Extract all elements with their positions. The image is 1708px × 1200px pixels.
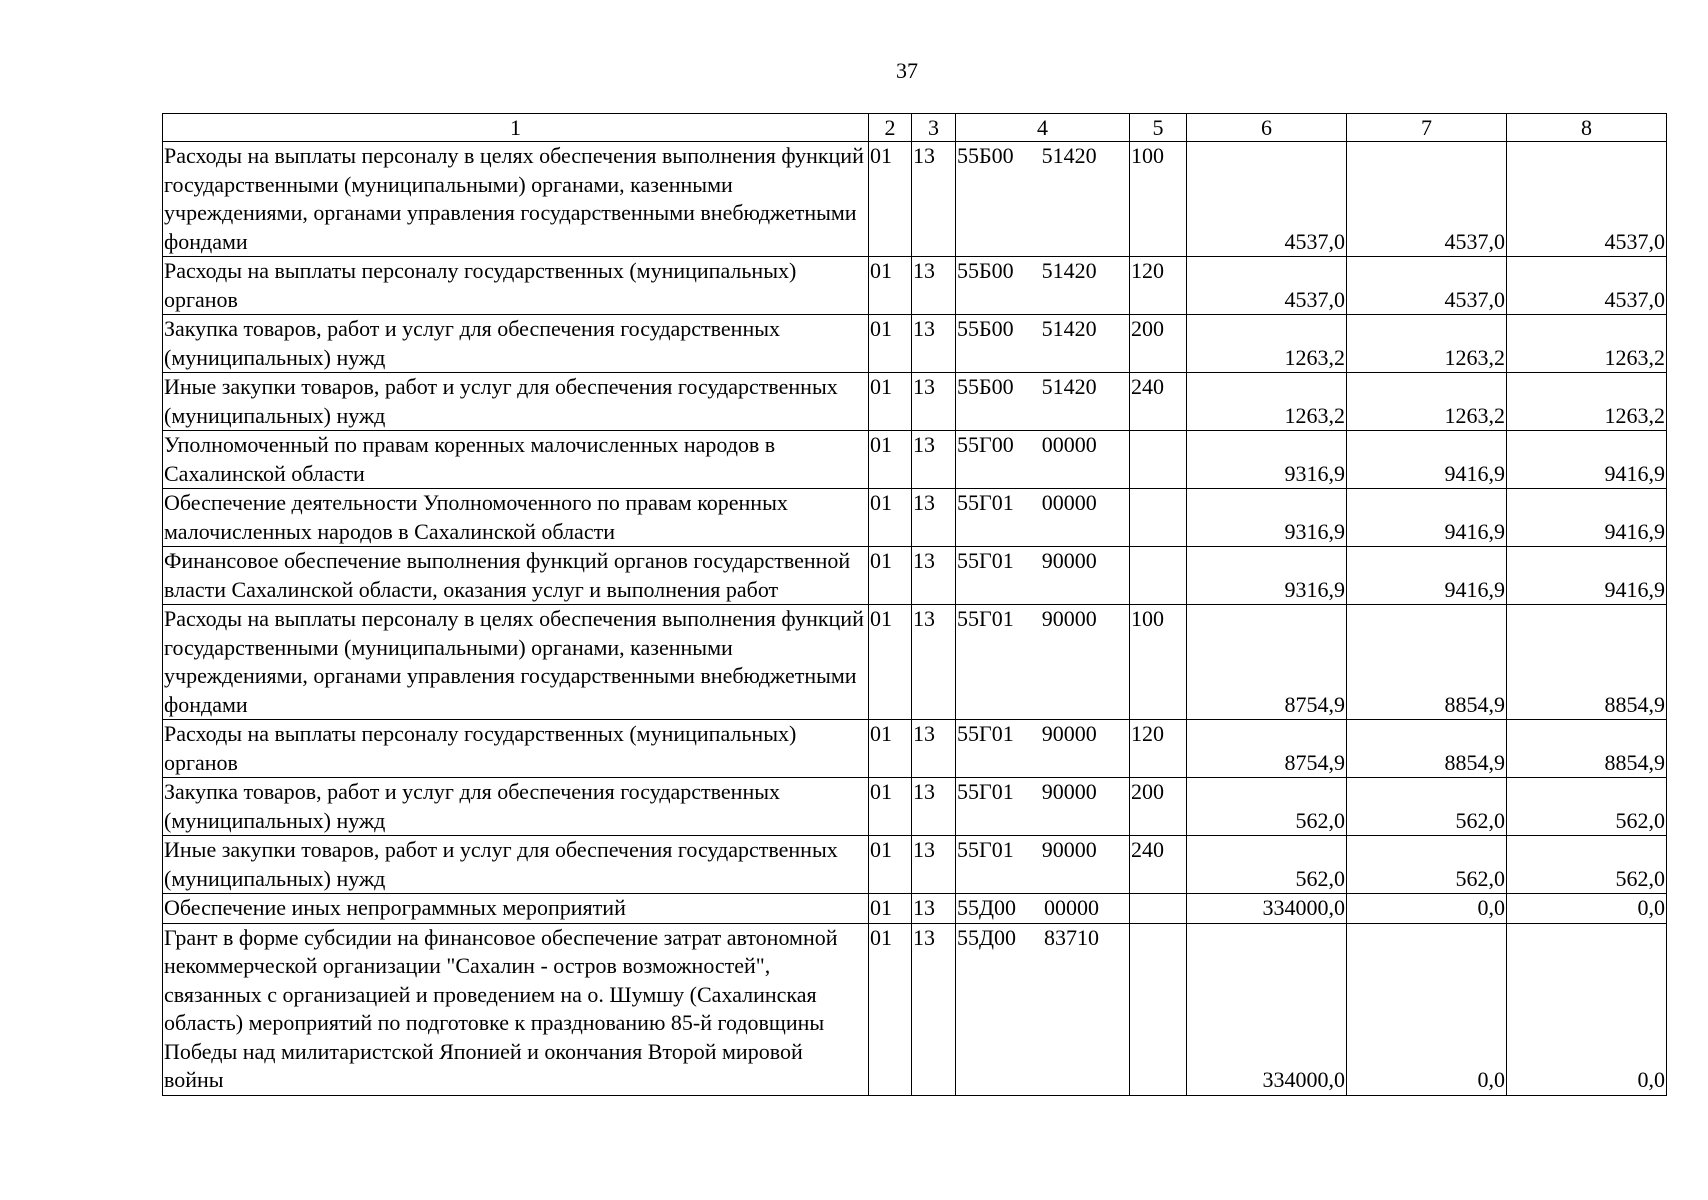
row-section-code: 01 (869, 720, 912, 778)
header-cell-2: 2 (869, 114, 912, 142)
header-cell-8: 8 (1507, 114, 1667, 142)
target-article-part-1: 55Г01 (957, 548, 1014, 573)
header-cell-1: 1 (163, 114, 869, 142)
row-subsection-code: 13 (912, 778, 956, 836)
row-section-code: 01 (869, 489, 912, 547)
row-description: Грант в форме субсидии на финансовое обеспечение затрат автономной некоммерческой организации "Сахалин - остров возможностей", связанных с организацией и проведением на о. Шумшу (Сахалинская область) мероприятий по подготовке к празднованию 85-й годовщины Победы над милитаристской Японией и окончания Второй мировой войны (163, 923, 869, 1095)
row-amount-col8: 8854,9 (1507, 720, 1667, 778)
row-subsection-code: 13 (912, 142, 956, 257)
table-row (163, 257, 1667, 315)
table-row (163, 142, 1667, 257)
page-number: 37 (896, 58, 918, 83)
row-amount-col8: 4537,0 (1507, 257, 1667, 315)
row-amount-col6: 334000,0 (1187, 894, 1347, 924)
row-amount-col7: 9416,9 (1347, 431, 1507, 489)
row-subsection-code: 13 (912, 547, 956, 605)
row-amount-col8: 4537,0 (1507, 142, 1667, 257)
row-subsection-code: 13 (912, 720, 956, 778)
target-article-part-2: 83710 (1044, 924, 1100, 950)
row-amount-col7: 1263,2 (1347, 373, 1507, 431)
row-section-code: 01 (869, 836, 912, 894)
row-amount-col7: 0,0 (1347, 923, 1507, 1095)
row-amount-col6: 562,0 (1187, 836, 1347, 894)
row-section-code: 01 (869, 894, 912, 924)
row-section-code: 01 (869, 142, 912, 257)
target-article-part-2: 90000 (1041, 837, 1097, 862)
row-target-article (956, 489, 1130, 547)
row-amount-col8: 1263,2 (1507, 315, 1667, 373)
target-article-part-2: 51420 (1041, 143, 1097, 168)
row-target-article (956, 894, 1130, 924)
row-expense-type: 200 (1130, 315, 1187, 373)
row-section-code: 01 (869, 923, 912, 1095)
target-article-part-2: 00000 (1041, 490, 1097, 515)
row-amount-col6: 4537,0 (1187, 257, 1347, 315)
table-row (163, 894, 1667, 924)
target-article-part-2: 51420 (1041, 374, 1097, 399)
table-row (163, 923, 1667, 1095)
row-section-code: 01 (869, 257, 912, 315)
target-article-part-1: 55Г01 (957, 779, 1014, 804)
row-target-article (956, 431, 1130, 489)
row-amount-col8: 9416,9 (1507, 489, 1667, 547)
target-article-part-2: 00000 (1044, 895, 1100, 920)
row-description: Уполномоченный по правам коренных малочисленных народов в Сахалинской области (163, 431, 869, 489)
row-subsection-code: 13 (912, 605, 956, 720)
row-amount-col6: 1263,2 (1187, 315, 1347, 373)
row-amount-col7: 0,0 (1347, 894, 1507, 924)
row-amount-col8: 8854,9 (1507, 605, 1667, 720)
row-subsection-code: 13 (912, 894, 956, 924)
row-description: Расходы на выплаты персоналу государственных (муниципальных) органов (163, 720, 869, 778)
target-article-part-2: 51420 (1041, 258, 1097, 283)
header-cell-3: 3 (912, 114, 956, 142)
table-row (163, 431, 1667, 489)
target-article-part-1: 55Б00 (957, 374, 1014, 399)
row-expense-type (1130, 547, 1187, 605)
row-amount-col6: 9316,9 (1187, 489, 1347, 547)
table-row (163, 373, 1667, 431)
target-article-part-1: 55Б00 (957, 316, 1014, 341)
row-expense-type (1130, 489, 1187, 547)
target-article-part-1: 55Г01 (957, 721, 1014, 746)
row-description: Расходы на выплаты персоналу в целях обеспечения выполнения функций государственными (муниципальными) органами, казенными учреждениями, органами управления государственными внебюджетными фондами (163, 142, 869, 257)
row-expense-type: 120 (1130, 257, 1187, 315)
table-row (163, 547, 1667, 605)
row-amount-col7: 8854,9 (1347, 605, 1507, 720)
row-description: Обеспечение деятельности Уполномоченного по правам коренных малочисленных народов в Сахалинской области (163, 489, 869, 547)
row-amount-col7: 1263,2 (1347, 315, 1507, 373)
row-amount-col7: 4537,0 (1347, 142, 1507, 257)
target-article-part-1: 55Б00 (957, 258, 1014, 283)
row-target-article (956, 836, 1130, 894)
row-amount-col7: 562,0 (1347, 836, 1507, 894)
row-amount-col7: 9416,9 (1347, 547, 1507, 605)
header-cell-7: 7 (1347, 114, 1507, 142)
table-row (163, 489, 1667, 547)
row-description: Расходы на выплаты персоналу в целях обеспечения выполнения функций государственными (муниципальными) органами, казенными учреждениями, органами управления государственными внебюджетными фондами (163, 605, 869, 720)
row-expense-type: 240 (1130, 836, 1187, 894)
row-amount-col8: 562,0 (1507, 836, 1667, 894)
table-row (163, 720, 1667, 778)
row-amount-col8: 1263,2 (1507, 373, 1667, 431)
row-amount-col6: 562,0 (1187, 778, 1347, 836)
target-article-part-2: 00000 (1041, 432, 1097, 457)
row-description: Финансовое обеспечение выполнения функций органов государственной власти Сахалинской области, оказания услуг и выполнения работ (163, 547, 869, 605)
row-subsection-code: 13 (912, 431, 956, 489)
row-description: Иные закупки товаров, работ и услуг для обеспечения государственных (муниципальных) нужд (163, 836, 869, 894)
row-amount-col8: 0,0 (1507, 923, 1667, 1095)
table-row (163, 836, 1667, 894)
target-article-part-1: 55Г01 (957, 606, 1014, 631)
row-expense-type: 240 (1130, 373, 1187, 431)
target-article-part-1: 55Г00 (957, 432, 1014, 457)
row-section-code: 01 (869, 778, 912, 836)
row-subsection-code: 13 (912, 836, 956, 894)
row-amount-col7: 9416,9 (1347, 489, 1507, 547)
row-subsection-code: 13 (912, 489, 956, 547)
row-amount-col7: 562,0 (1347, 778, 1507, 836)
header-cell-4: 4 (956, 114, 1130, 142)
target-article-part-1: 55Д00 (957, 895, 1017, 920)
row-description: Расходы на выплаты персоналу государственных (муниципальных) органов (163, 257, 869, 315)
row-amount-col6: 9316,9 (1187, 547, 1347, 605)
row-description: Иные закупки товаров, работ и услуг для обеспечения государственных (муниципальных) нужд (163, 373, 869, 431)
row-expense-type: 200 (1130, 778, 1187, 836)
row-section-code: 01 (869, 605, 912, 720)
row-expense-type (1130, 894, 1187, 924)
row-target-article (956, 605, 1130, 720)
target-article-part-2: 90000 (1041, 548, 1097, 573)
row-amount-col6: 8754,9 (1187, 605, 1347, 720)
row-subsection-code: 13 (912, 257, 956, 315)
row-subsection-code: 13 (912, 315, 956, 373)
target-article-part-2: 90000 (1041, 779, 1097, 804)
row-expense-type (1130, 431, 1187, 489)
row-section-code: 01 (869, 431, 912, 489)
row-target-article (956, 315, 1130, 373)
row-target-article (956, 373, 1130, 431)
row-expense-type: 120 (1130, 720, 1187, 778)
row-amount-col6: 4537,0 (1187, 142, 1347, 257)
row-target-article (956, 142, 1130, 257)
table-row (163, 778, 1667, 836)
target-article-part-2: 90000 (1041, 606, 1097, 631)
row-amount-col6: 334000,0 (1187, 923, 1347, 1095)
row-amount-col6: 9316,9 (1187, 431, 1347, 489)
header-cell-6: 6 (1187, 114, 1347, 142)
target-article-part-2: 51420 (1041, 316, 1097, 341)
row-description: Обеспечение иных непрограммных мероприятий (163, 894, 869, 924)
row-amount-col8: 562,0 (1507, 778, 1667, 836)
row-section-code: 01 (869, 315, 912, 373)
row-target-article (956, 547, 1130, 605)
row-expense-type: 100 (1130, 142, 1187, 257)
row-description: Закупка товаров, работ и услуг для обеспечения государственных (муниципальных) нужд (163, 778, 869, 836)
target-article-part-1: 55Г01 (957, 837, 1014, 862)
header-cell-5: 5 (1130, 114, 1187, 142)
row-amount-col7: 8854,9 (1347, 720, 1507, 778)
target-article-part-2: 90000 (1041, 721, 1097, 746)
table-header-row (163, 114, 1667, 142)
row-expense-type (1130, 923, 1187, 1095)
row-target-article (956, 778, 1130, 836)
row-target-article (956, 257, 1130, 315)
row-amount-col6: 1263,2 (1187, 373, 1347, 431)
target-article-part-1: 55Д00 (957, 924, 1017, 950)
row-amount-col7: 4537,0 (1347, 257, 1507, 315)
table-row (163, 605, 1667, 720)
table-row (163, 315, 1667, 373)
target-article-part-1: 55Б00 (957, 143, 1014, 168)
row-subsection-code: 13 (912, 373, 956, 431)
row-amount-col6: 8754,9 (1187, 720, 1347, 778)
row-expense-type: 100 (1130, 605, 1187, 720)
row-amount-col8: 9416,9 (1507, 547, 1667, 605)
row-description: Закупка товаров, работ и услуг для обеспечения государственных (муниципальных) нужд (163, 315, 869, 373)
row-target-article (956, 720, 1130, 778)
row-target-article (956, 923, 1130, 1095)
target-article-part-1: 55Г01 (957, 490, 1014, 515)
row-amount-col8: 9416,9 (1507, 431, 1667, 489)
row-section-code: 01 (869, 373, 912, 431)
budget-table (162, 113, 1667, 1096)
row-subsection-code: 13 (912, 923, 956, 1095)
row-amount-col8: 0,0 (1507, 894, 1667, 924)
row-section-code: 01 (869, 547, 912, 605)
